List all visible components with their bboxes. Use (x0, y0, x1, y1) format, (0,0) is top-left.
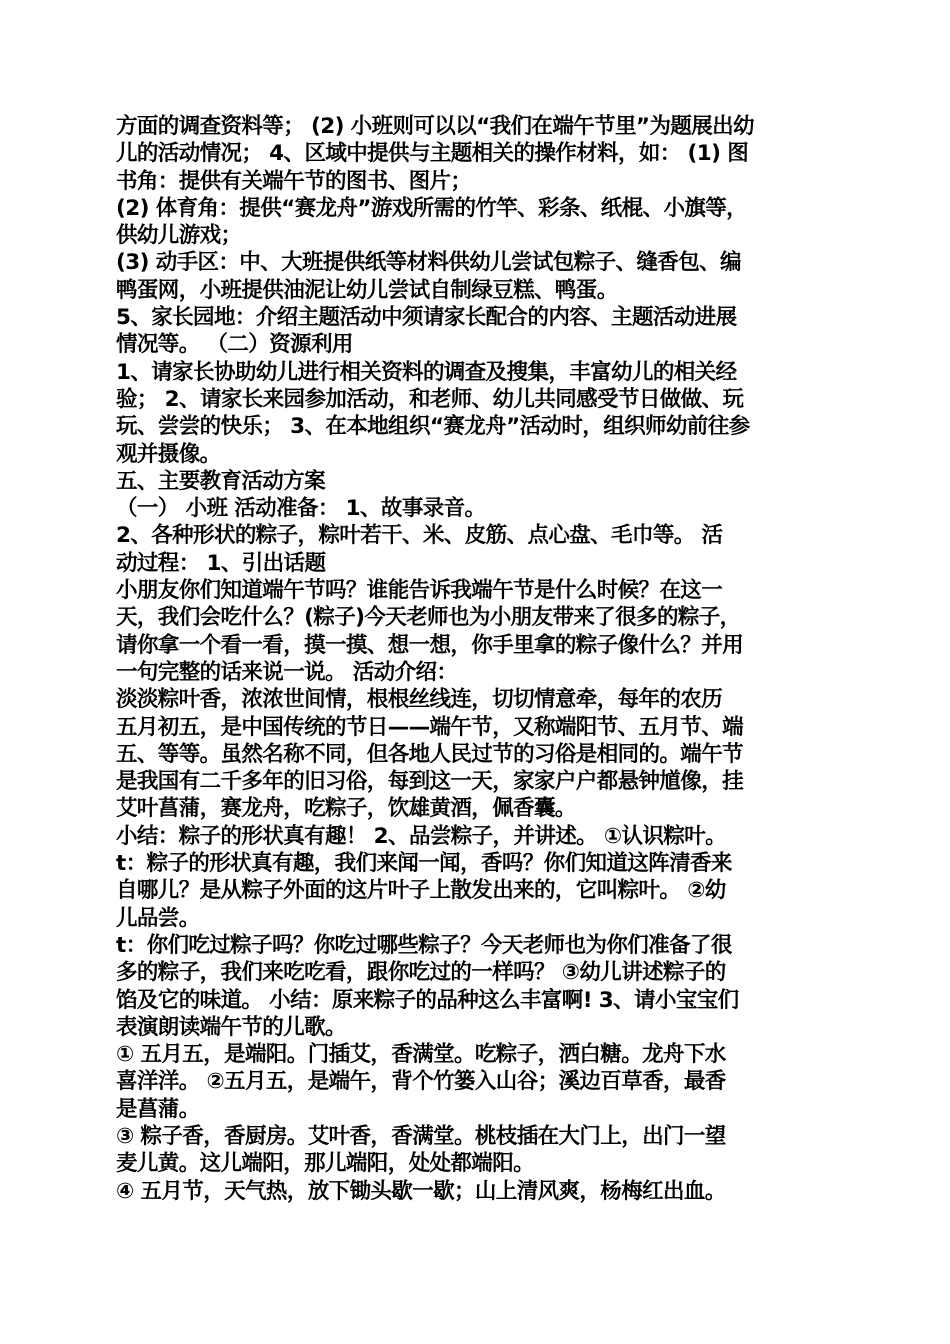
text-line: 是菖蒲。 (116, 1096, 200, 1122)
text-line: 喜洋洋。 ②五月五，是端午，背个竹篓入山谷；溪边百草香，最香 (116, 1069, 726, 1095)
text-line: 五、等等。虽然名称不同，但各地人民过节的习俗是相同的。端午节 (116, 741, 744, 767)
text-line: 自哪儿？是从粽子外面的这片叶子上散发出来的，它叫粽叶。 ②幼 (116, 878, 726, 904)
text-line: 小结：粽子的形状真有趣！ 2、品尝粽子，并讲述。 ①认识粽叶。 (116, 823, 727, 849)
text-line: 验； 2、请家长来园参加活动，和老师、幼儿共同感受节日做做、玩 (116, 386, 744, 412)
text-line: (2) 体育角：提供“赛龙舟”游戏所需的竹竿、彩条、纸棍、小旗等， (116, 195, 748, 221)
text-line: 多的粽子，我们来吃吃看，跟你吃过的一样吗？ ③幼儿讲述粽子的 (116, 960, 726, 986)
text-line: (3) 动手区：中、大班提供纸等材料供幼儿尝试包粽子、缝香包、编 (116, 250, 741, 276)
text-line: 天，我们会吃什么？(粽子)今天老师也为小朋友带来了很多的粽子， (116, 605, 741, 631)
text-line: （一） 小班 活动准备： 1、故事录音。 (116, 496, 486, 522)
text-line: 表演朗读端午节的儿歌。 (116, 1014, 346, 1040)
text-line: 动过程： 1、引出话题 (116, 550, 326, 576)
text-line: 方面的调查资料等； (2) 小班则可以以“我们在端午节里”为题展出幼 (116, 114, 754, 139)
text-line: 儿品尝。 (116, 905, 200, 931)
text-line: t：粽子的形状真有趣，我们来闻一闻，香吗？你们知道这阵清香来 (116, 851, 732, 877)
text-line: 是我国有二千多年的旧习俗，每到这一天，家家户户都悬钟馗像，挂 (116, 769, 744, 795)
text-line: 观并摄像。 (116, 441, 221, 467)
text-line: 鸭蛋网，小班提供油泥让幼儿尝试自制绿豆糕、鸭蛋。 (116, 277, 618, 303)
text-line: 艾叶菖蒲，赛龙舟，吃粽子，饮雄黄酒，佩香囊。 (116, 796, 576, 822)
text-line: 供幼儿游戏； (116, 223, 242, 249)
text-line: 馅及它的味道。 小结：原来粽子的品种这么丰富啊! 3、请小宝宝们 (116, 987, 739, 1013)
text-line: 5、家长园地：介绍主题活动中须请家长配合的内容、主题活动进展 (116, 305, 737, 331)
text-line: 小朋友你们知道端午节吗？谁能告诉我端午节是什么时候？在这一 (116, 578, 723, 604)
text-line: t：你们吃过粽子吗？你吃过哪些粽子？今天老师也为你们准备了很 (116, 932, 732, 958)
document-body (116, 113, 838, 1205)
section-heading: 五、主要教育活动方案 (116, 468, 326, 494)
text-line: 2、各种形状的粽子，粽叶若干、米、皮筋、点心盘、毛巾等。 活 (116, 523, 723, 549)
text-line: 五月初五，是中国传统的节日——端午节，又称端阳节、五月节、端 (116, 714, 744, 740)
text-line: 玩、尝尝的快乐； 3、在本地组织“赛龙舟”活动时，组织师幼前往参 (116, 414, 750, 440)
text-line: 儿的活动情况； 4、区域中提供与主题相关的操作材料，如： (1) 图 (116, 141, 749, 167)
text-line: 书角：提供有关端午节的图书、图片； (116, 168, 472, 194)
text-line: 麦儿黄。这儿端阳，那儿端阳，处处都端阳。 (116, 1151, 535, 1177)
text-line: ④ 五月节，天气热，放下锄头歇一歇；山上清风爽，杨梅红出血。 (116, 1178, 726, 1204)
text-line: 1、请家长协助幼儿进行相关资料的调查及搜集，丰富幼儿的相关经 (116, 359, 737, 385)
text-line: 淡淡粽叶香，浓浓世间情，根根丝线连，切切情意牵，每年的农历 (116, 687, 723, 713)
text-line: 情况等。 （二）资源利用 (116, 332, 353, 358)
text-line: 一句完整的话来说一说。 活动介绍： (116, 659, 458, 685)
text-line: 请你拿一个看一看，摸一摸、想一想，你手里拿的粽子像什么？并用 (116, 632, 744, 658)
text-line: ③ 粽子香，香厨房。艾叶香，香满堂。桃枝插在大门上，出门一望 (116, 1123, 726, 1149)
text-line: ① 五月五，是端阳。门插艾，香满堂。吃粽子，洒白糖。龙舟下水 (116, 1042, 726, 1068)
